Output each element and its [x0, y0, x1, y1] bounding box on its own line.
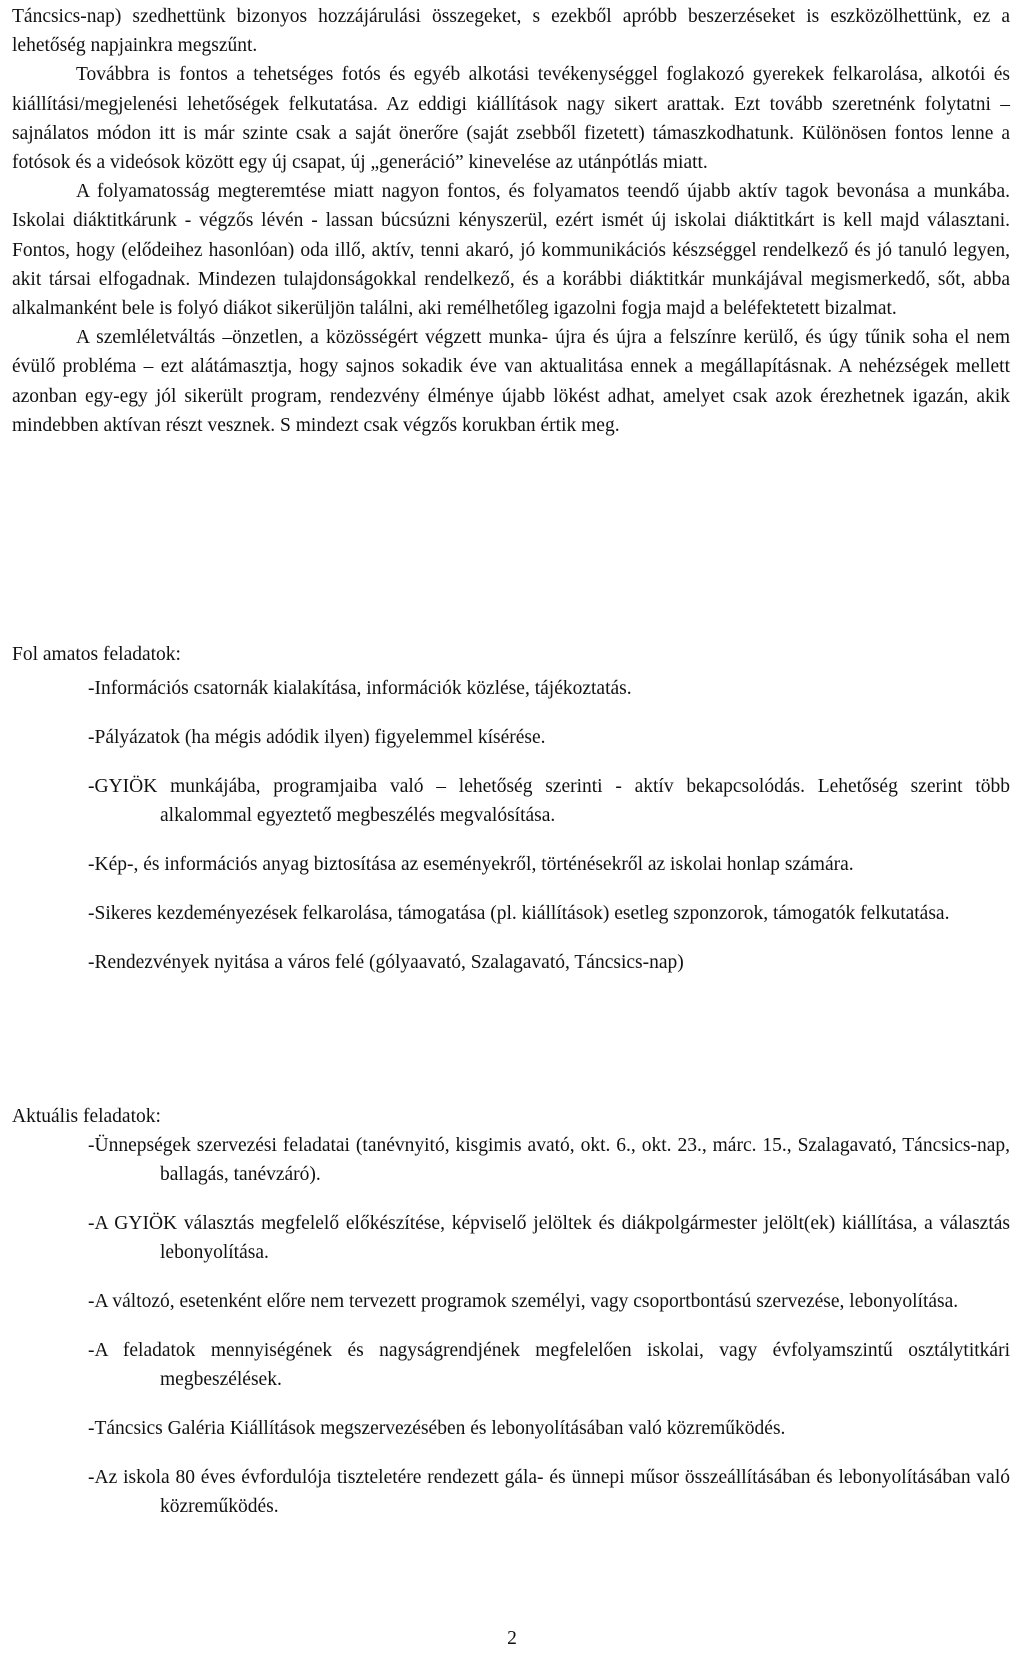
current-tasks-section [12, 1102, 1010, 1521]
list-item: -Pályázatok (ha mégis adódik ilyen) figyelemmel kísérése. [88, 727, 546, 748]
paragraph: A szemléletváltás –önzetlen, a közösségért végzett munka- újra és újra a felszínre kerülő, és úgy tűnik soha el nem évülő probléma – ezt alátámasztja, hogy sajnos sokadik éve van aktualitása ennek a megállapításnak. A nehézségek mellett azonban egy-egy jól sikerült program, rendezvény élménye újabb lökést adhat, amelyet csak azok érezhetnek igazán, akik mindebben aktívan részt vesznek. S mindezt csak végzős korukban értik meg. [12, 327, 1010, 436]
ongoing-tasks-section [12, 640, 1010, 977]
paragraph: Táncsics-nap) szedhettünk bizonyos hozzájárulási összegeket, s ezekből apróbb beszerzéseket is eszközölhettünk, ez a lehetőség napjainkra megszűnt. [12, 6, 1010, 57]
paragraph: Továbbra is fontos a tehetséges fotós és egyéb alkotási tevékenységgel foglakozó gyerekek felkarolása, alkotói és kiállítási/megjelenési lehetőségek felkutatása. Az eddigi kiállítások nagy sikert arattak. Ezt tovább szeretnénk folytatni – sajnálatos módon itt is már szinte csak a saját önerőre (saját zsebből fizetett) támaszkodhatunk. Különösen fontos lenne a fotósok és a videósok között egy új csapat, új „generáció” kinevelése az utánpótlás miatt. [12, 64, 1010, 174]
list-item: -Táncsics Galéria Kiállítások megszervezésében és lebonyolításában való közreműködés. [88, 1418, 786, 1439]
list-item: -A GYIÖK választás megfelelő előkészítése, képviselő jelöltek és diákpolgármester jelölt(ek) kiállítása, a választás lebonyolítása. [88, 1213, 1010, 1263]
list-item: -A változó, esetenként előre nem tervezett programok személyi, vagy csoportbontású szervezése, lebonyolítása. [88, 1291, 959, 1312]
list-item: -Információs csatornák kialakítása, információk közlése, tájékoztatás. [88, 678, 632, 699]
list-item: -Sikeres kezdeményezések felkarolása, támogatása (pl. kiállítások) esetleg szponzorok, támogatók felkutatása. [88, 903, 950, 924]
page-number: 2 [507, 1628, 517, 1649]
list-item: -A feladatok mennyiségének és nagyságrendjének megfelelően iskolai, vagy évfolyamszintű osztálytitkári megbeszélések. [88, 1340, 1010, 1390]
paragraph: A folyamatosság megteremtése miatt nagyon fontos, és folyamatos teendő újabb aktív tagok bevonása a munkába. Iskolai diáktitkárunk - végzős lévén - lassan búcsúzni kényszerül, ezért ismét új iskolai diáktitkárt is kell majd választani. Fontos, hogy (elődeihez hasonlóan) oda illő, aktív, tenni akaró, jó kommunikációs készséggel rendelkező és jó tanuló legyen, akit társai elfogadnak. Mindezen tulajdonságokkal rendelkező, és a korábbi diáktitkár munkájával megismerkedő, sőt, abba alkalmanként bele is folyó diákot sikerüljön találni, aki remélhetőleg igazolni fogja majd a beléfektetett bizalmat. [12, 181, 1010, 320]
list-item: -Ünnepségek szervezési feladatai (tanévnyitó, kisgimis avató, okt. 6., okt. 23., márc. 15., Szalagavató, Táncsics-nap, ballagás, tanévzáró). [88, 1135, 1010, 1185]
section-title: Aktuális feladatok: [12, 1106, 161, 1127]
section-title: Fol amatos feladatok: [12, 644, 181, 665]
list-item: -GYIÖK munkájába, programjaiba való – lehetőség szerinti - aktív bekapcsolódás. Lehetőség szerint több alkalommal egyeztető megbeszélés megvalósítása. [88, 776, 1010, 826]
list-item: -Kép-, és információs anyag biztosítása az eseményekről, történésekről az iskolai honlap számára. [88, 854, 854, 875]
body-text [12, 2, 1010, 440]
list-item: -Az iskola 80 éves évfordulója tiszteletére rendezett gála- és ünnepi műsor összeállításában és lebonyolításában való közreműködés. [88, 1467, 1010, 1517]
list-item: -Rendezvények nyitása a város felé (gólyaavató, Szalagavató, Táncsics-nap) [88, 952, 684, 973]
